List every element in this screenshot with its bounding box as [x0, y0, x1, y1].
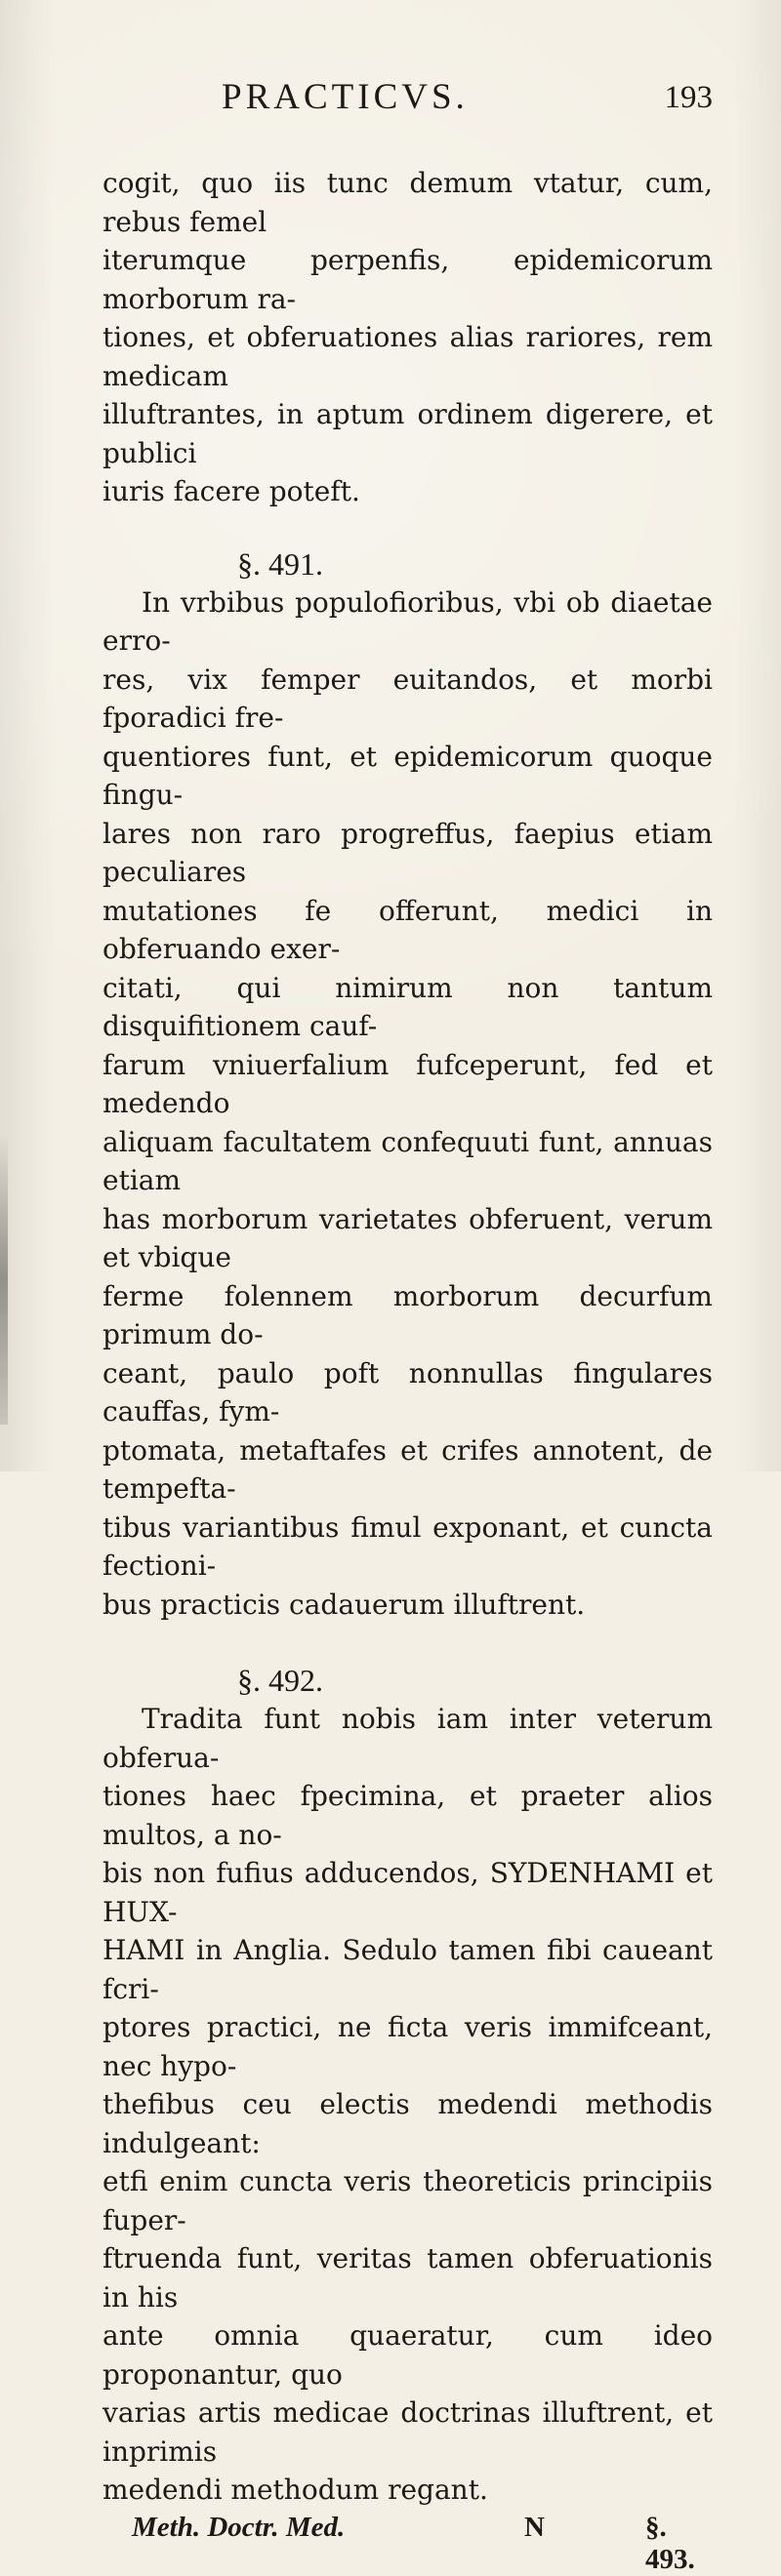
running-head: [103, 76, 713, 129]
section-491-heading: §. 491.: [237, 545, 323, 582]
bibliographic-signature: Meth. Doctr. Med.: [132, 2511, 346, 2543]
section-492-heading: §. 492.: [237, 1663, 323, 1698]
section-492-paragraph: Tradita funt nobis iam inter veterum obferua- tiones haec fpecimina, et praeter alios multos, a no- bis non fufius adducendos, SYDENHAMI et HUX- HAMI in Anglia. Sedulo tamen fibi caueant fcri- ptores practici, ne ficta veris immifceant, nec hypo- thefibus ceu electis medendi methodis indulgeant: etfi enim cuncta veris theoreticis principiis fuper- ftruenda funt, veritas tamen obferuationis in his ante omnia quaeratur, cum ideo proponantur, quo varias artis medicae doctrinas illuftrent, et inprimis medendi methodum regant.: [103, 1703, 713, 2506]
page-footer: [103, 2511, 713, 2575]
page-number: 193: [664, 80, 713, 115]
catchword: §. 493.: [645, 2511, 695, 2575]
page-edge-shadow: [0, 1132, 8, 1425]
running-title: PRACTICVS.: [222, 77, 469, 117]
section-491-paragraph: In vrbibus populofioribus, vbi ob diaetae erro- res, vix femper euitandos, et morbi fporadici fre- quentiores funt, et epidemicorum quoque fingu- lares non raro progreffus, faepius etiam peculiares mutationes fe offerunt, medici in obferuando exer- citati, qui nimirum non tantum disquifitionem cauf- farum vniuerfalium fufceperunt, fed et medendo aliquam facultatem confequuti funt, annuas etiam has morborum varietates obferuent, verum et vbique ferme folennem morborum decurfum primum do- ceant, paulo poft nonnullas fingulares cauffas, fym- ptomata, metaftafes et crifes annotent, de tempefta- tibus variantibus fimul exponant, et cuncta fectioni- bus practicis cadauerum illuftrent.: [103, 585, 713, 1621]
opening-paragraph: cogit, quo iis tunc demum vtatur, cum, rebus femel iterumque perpenfis, epidemicorum morborum ra- tiones, et obferuationes alias rariores, rem medicam illuftrantes, in aptum ordinem digerere, et publici iuris facere poteft.: [103, 167, 713, 507]
gathering-signature: N: [524, 2511, 545, 2543]
